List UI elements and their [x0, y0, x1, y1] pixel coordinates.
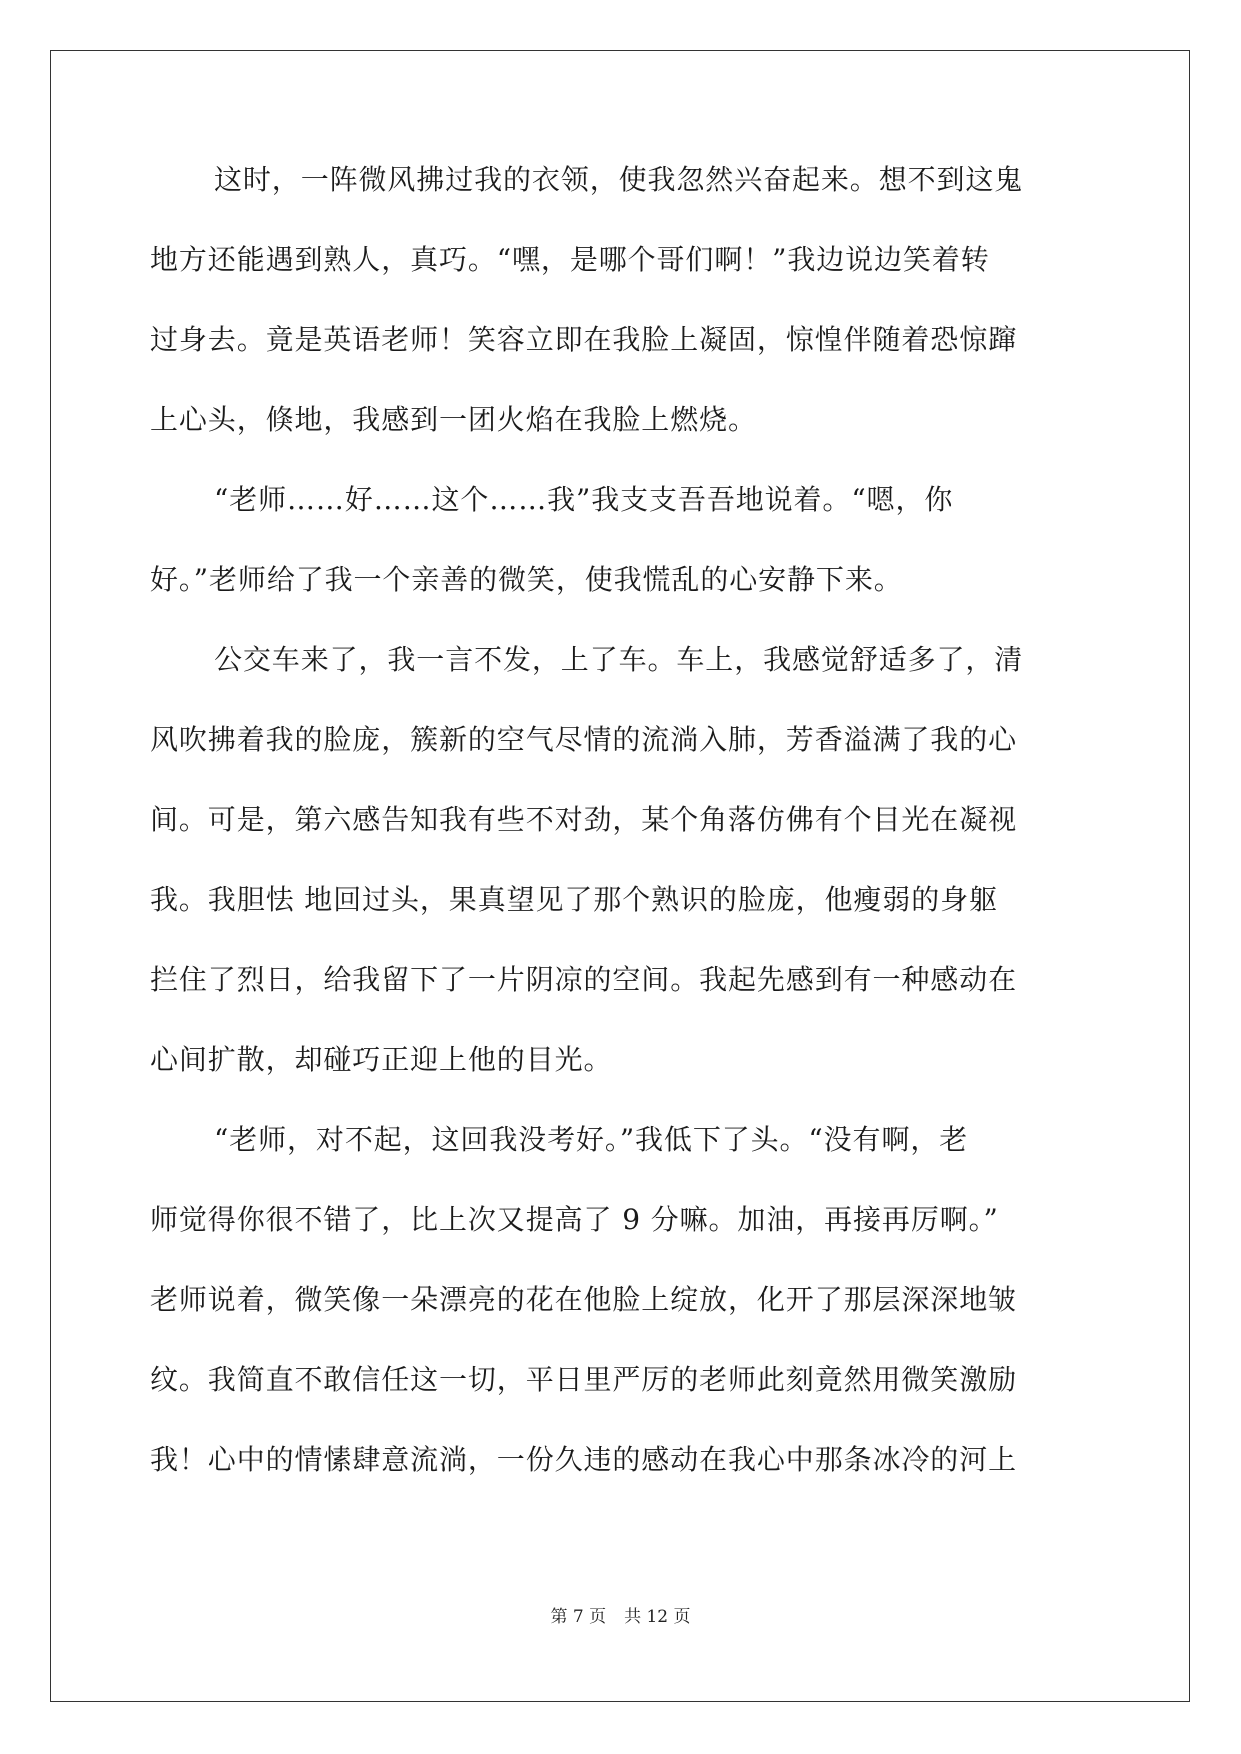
text-line: 心间扩散，却碰巧正迎上他的目光。 — [150, 1043, 613, 1076]
text-line: 过身去。竟是英语老师！笑容立即在我脸上凝固，惊惶伴随着恐惊蹿 — [150, 323, 1018, 356]
text-line: 地方还能遇到熟人，真巧。“嘿，是哪个哥们啊！”我边说边笑着转 — [150, 243, 990, 276]
text-line: 师觉得你很不错了，比上次又提高了 9 分嘛。加油，再接再厉啊。” — [150, 1203, 999, 1236]
text-line: 风吹拂着我的脸庞，簇新的空气尽情的流淌入肺，芳香溢满了我的心 — [150, 723, 1018, 756]
document-body — [150, 160, 1090, 1518]
page-total: 共 12 页 — [624, 1607, 691, 1627]
text-line: 好。”老师给了我一个亲善的微笑，使我慌乱的心安静下来。 — [150, 563, 903, 596]
page-footer — [0, 1606, 1241, 1628]
text-line: 间。可是，第六感告知我有些不对劲，某个角落仿佛有个目光在凝视 — [150, 803, 1018, 836]
text-line: 这时，一阵微风拂过我的衣领，使我忽然兴奋起来。想不到这鬼 — [214, 163, 1024, 196]
text-line: “老师，对不起，这回我没考好。”我低下了头。“没有啊，老 — [214, 1123, 969, 1156]
text-line: 公交车来了，我一言不发，上了车。车上，我感觉舒适多了，清 — [214, 643, 1024, 676]
text-line: 老师说着，微笑像一朵漂亮的花在他脸上绽放，化开了那层深深地皱 — [150, 1283, 1018, 1316]
text-line: 上心头，倏地，我感到一团火焰在我脸上燃烧。 — [150, 403, 757, 436]
text-line: 我！心中的情愫肆意流淌，一份久违的感动在我心中那条冰冷的河上 — [150, 1443, 1018, 1476]
text-line: “老师……好……这个……我”我支支吾吾地说着。“嗯，你 — [214, 483, 954, 516]
text-line: 拦住了烈日，给我留下了一片阴凉的空间。我起先感到有一种感动在 — [150, 963, 1018, 996]
text-line: 我。我胆怯 地回过头，果真望见了那个熟识的脸庞，他瘦弱的身躯 — [150, 883, 998, 916]
page-number: 第 7 页 — [550, 1607, 607, 1627]
text-line: 纹。我简直不敢信任这一切，平日里严厉的老师此刻竟然用微笑激励 — [150, 1363, 1018, 1396]
